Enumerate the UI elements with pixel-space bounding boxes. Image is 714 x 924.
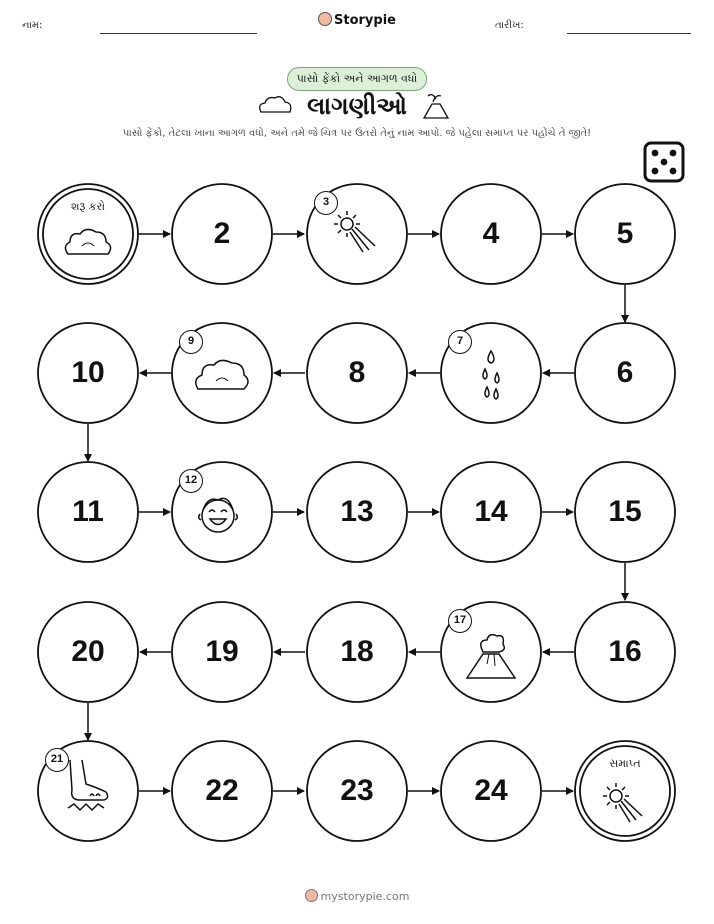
name-label: નામ: xyxy=(22,20,43,31)
space-number: 20 xyxy=(71,635,105,668)
footer-site[interactable]: mystorypie.com xyxy=(320,890,410,903)
date-label: તારીખ: xyxy=(495,20,524,31)
space-badge: 21 xyxy=(45,748,69,772)
space-number: 16 xyxy=(608,635,642,668)
volcano-icon xyxy=(424,95,448,118)
space-number: 5 xyxy=(616,217,634,250)
space-badge: 7 xyxy=(448,330,472,354)
instructions: પાસો ફેંકો, તેટલા ખાના આગળ વધો, અને તમે જે ચિત્ર પર ઉતરો તેનું નામ આપો. જે પહેલા સમાપ્ત પર પહોંચે તે જીતે! xyxy=(122,128,592,139)
space-number: 18 xyxy=(340,635,374,668)
storypie-mascot-icon xyxy=(305,889,318,902)
space-number: 10 xyxy=(71,356,105,389)
space-number: 11 xyxy=(72,495,104,528)
cloud-icon xyxy=(260,97,291,112)
start-label: શરૂ કરો xyxy=(70,200,106,213)
footer xyxy=(0,889,714,903)
brand-name: Storypie xyxy=(334,13,396,28)
space-number: 22 xyxy=(205,774,239,807)
dice-icon xyxy=(645,143,683,181)
space-number: 24 xyxy=(474,774,508,807)
game-tag: પાસો ફેંકો અને આગળ વધો xyxy=(287,67,427,91)
space-badge: 3 xyxy=(314,191,338,215)
space-badge: 17 xyxy=(448,609,472,633)
space-number: 15 xyxy=(608,495,642,528)
space-number: 13 xyxy=(340,495,374,528)
space-badge: 9 xyxy=(179,330,203,354)
finish-label: સમાપ્ત xyxy=(609,757,641,770)
page-title: લાગણીઓ xyxy=(307,92,407,120)
space-number: 6 xyxy=(616,356,634,389)
space-badge: 12 xyxy=(179,469,203,493)
space-number: 14 xyxy=(474,495,508,528)
space-number: 19 xyxy=(205,635,239,668)
space-number: 4 xyxy=(482,217,500,250)
space-number: 8 xyxy=(348,356,366,389)
space-number: 2 xyxy=(213,217,231,250)
space-number: 23 xyxy=(340,774,374,807)
